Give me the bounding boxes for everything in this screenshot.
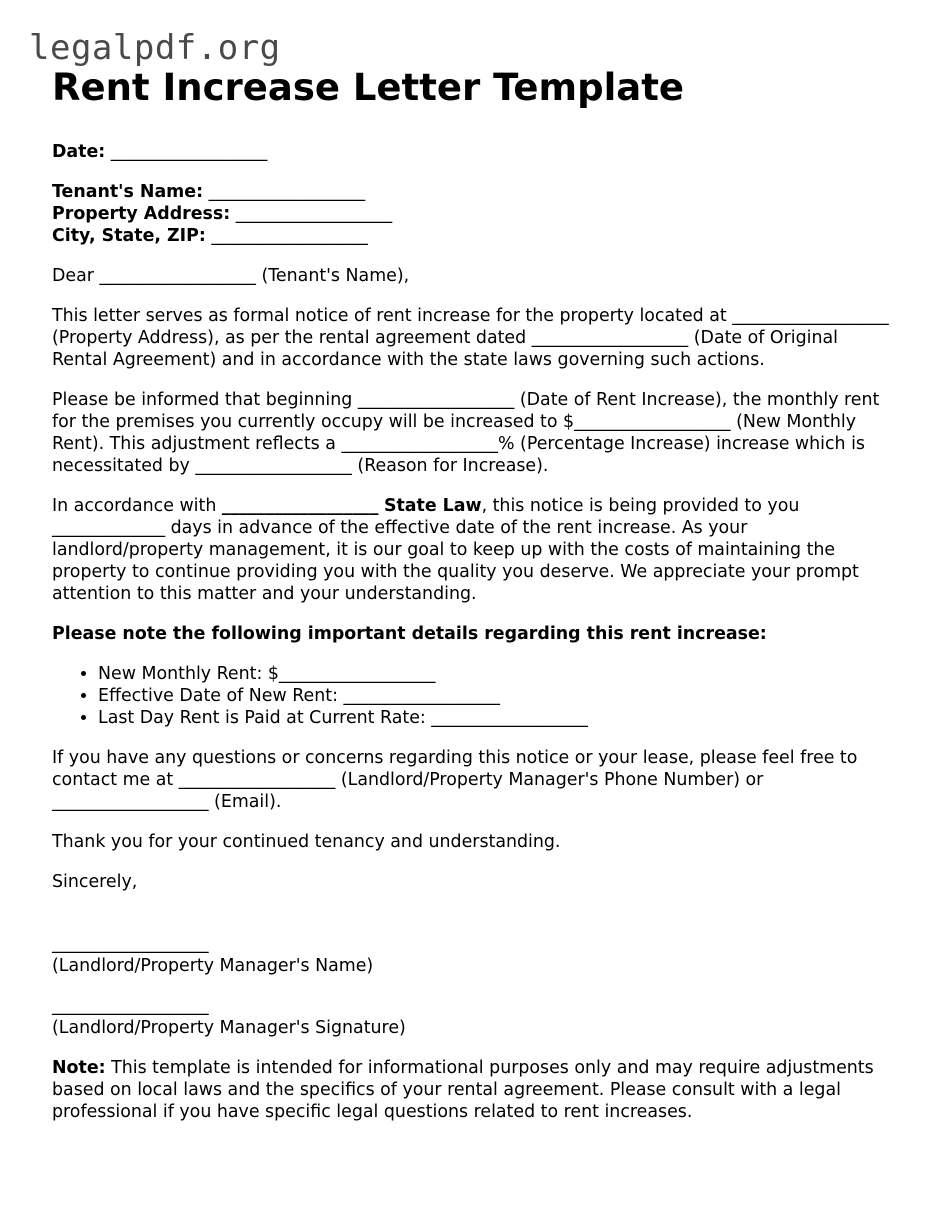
city-state-zip-label: City, State, ZIP:: [52, 226, 206, 246]
p1-text-a: This letter serves as formal notice of rent increase for the property located at: [52, 306, 727, 326]
p3-text-b: , this notice is being provided to you: [481, 496, 800, 516]
p2-text-a: Please be informed that beginning: [52, 390, 353, 410]
signature-gap: [52, 911, 892, 933]
p1-text-b: (Property Address), as per the rental agreement dated: [52, 328, 527, 348]
p2-blank-4: __________________: [195, 456, 352, 476]
tenant-name-line: [52, 181, 892, 203]
date-blank: __________________: [110, 142, 268, 162]
p1-blank-1: __________________: [732, 306, 889, 326]
paragraph-state-law: [52, 495, 892, 605]
salutation: [52, 265, 892, 287]
p2-text-c: (New Monthly Rent). This adjustment reflects a: [52, 412, 856, 454]
signature-blank: __________________: [52, 996, 209, 1016]
salutation-suffix: (Tenant's Name),: [261, 266, 410, 286]
note-label: Note:: [52, 1058, 106, 1078]
signature-block: [52, 995, 892, 1039]
city-state-zip-line: [52, 225, 892, 247]
list-item: • Effective Date of New Rent: __________________: [98, 685, 892, 707]
manager-signature-caption: (Landlord/Property Manager's Signature): [52, 1018, 406, 1038]
p4-text-c: (Email).: [214, 792, 282, 812]
p2-text-d: % (Percentage Increase) increase which is necessitated by: [52, 434, 865, 476]
watermark-logo: legalpdf.org: [29, 28, 281, 68]
tenant-name-label: Tenant's Name:: [52, 182, 204, 202]
p3-days-blank: _____________: [52, 518, 166, 538]
letter-content: [52, 62, 892, 1141]
list-item: • Last Day Rent is Paid at Current Rate: __________________: [98, 707, 892, 729]
paragraph-notice: [52, 305, 892, 371]
p2-text-e: (Reason for Increase).: [357, 456, 549, 476]
p3-text-a: In accordance with: [52, 496, 217, 516]
name-block: [52, 933, 892, 977]
manager-name-caption: (Landlord/Property Manager's Name): [52, 956, 374, 976]
p3-text-c: days in advance of the effective date of the rent increase. As your landlord/property management, it is our goal to keep up with the costs of maintaining the property to continue providing you with the quality you deserve. We appreciate your prompt attention to this matter and your understanding.: [52, 518, 859, 604]
property-address-line: [52, 203, 892, 225]
p4-text-b: (Landlord/Property Manager's Phone Number) or: [340, 770, 764, 790]
page-title: Rent Increase Letter Template: [52, 66, 684, 109]
p3-bold-blank: __________________: [221, 496, 379, 516]
paragraph-contact: [52, 747, 892, 813]
p1-text-c: (Date of Original Rental Agreement) and in accordance with the state laws governing such actions.: [52, 328, 838, 370]
sincerely-line: Sincerely,: [52, 872, 138, 892]
name-blank: __________________: [52, 934, 209, 954]
p4-blank-2: __________________: [52, 792, 209, 812]
note-text: This template is intended for informational purposes only and may require adjustments based on local laws and the specifics of your rental agreement. Please consult with a legal professional if you have specific legal questions related to rent increases.: [52, 1058, 874, 1122]
salutation-blank: __________________: [99, 266, 256, 286]
property-address-blank: __________________: [235, 204, 393, 224]
list-item: • New Monthly Rent: $__________________: [98, 663, 892, 685]
p2-blank-2: __________________: [574, 412, 731, 432]
paragraph-increase: [52, 389, 892, 477]
date-label: Date:: [52, 142, 106, 162]
tenant-name-blank: __________________: [208, 182, 366, 202]
p4-text-a: If you have any questions or concerns regarding this notice or your lease, please feel free to contact me at: [52, 748, 858, 790]
city-state-zip-blank: __________________: [211, 226, 368, 246]
p2-text-b: (Date of Rent Increase), the monthly rent for the premises you currently occupy will be increased to $: [52, 390, 880, 432]
p4-blank-1: __________________: [178, 770, 336, 790]
tenant-info-block: [52, 181, 892, 247]
thanks-line: Thank you for your continued tenancy and understanding.: [52, 832, 561, 852]
p2-blank-3: __________________: [341, 434, 498, 454]
details-list: [52, 663, 892, 729]
p2-blank-1: __________________: [357, 390, 515, 410]
note-paragraph: [52, 1057, 892, 1123]
salutation-prefix: Dear: [52, 266, 94, 286]
details-heading: Please note the following important details regarding this rent increase:: [52, 624, 767, 644]
p1-blank-2: __________________: [531, 328, 689, 348]
property-address-label: Property Address:: [52, 204, 231, 224]
p3-state-law: State Law: [383, 496, 482, 516]
date-line: [52, 141, 892, 163]
